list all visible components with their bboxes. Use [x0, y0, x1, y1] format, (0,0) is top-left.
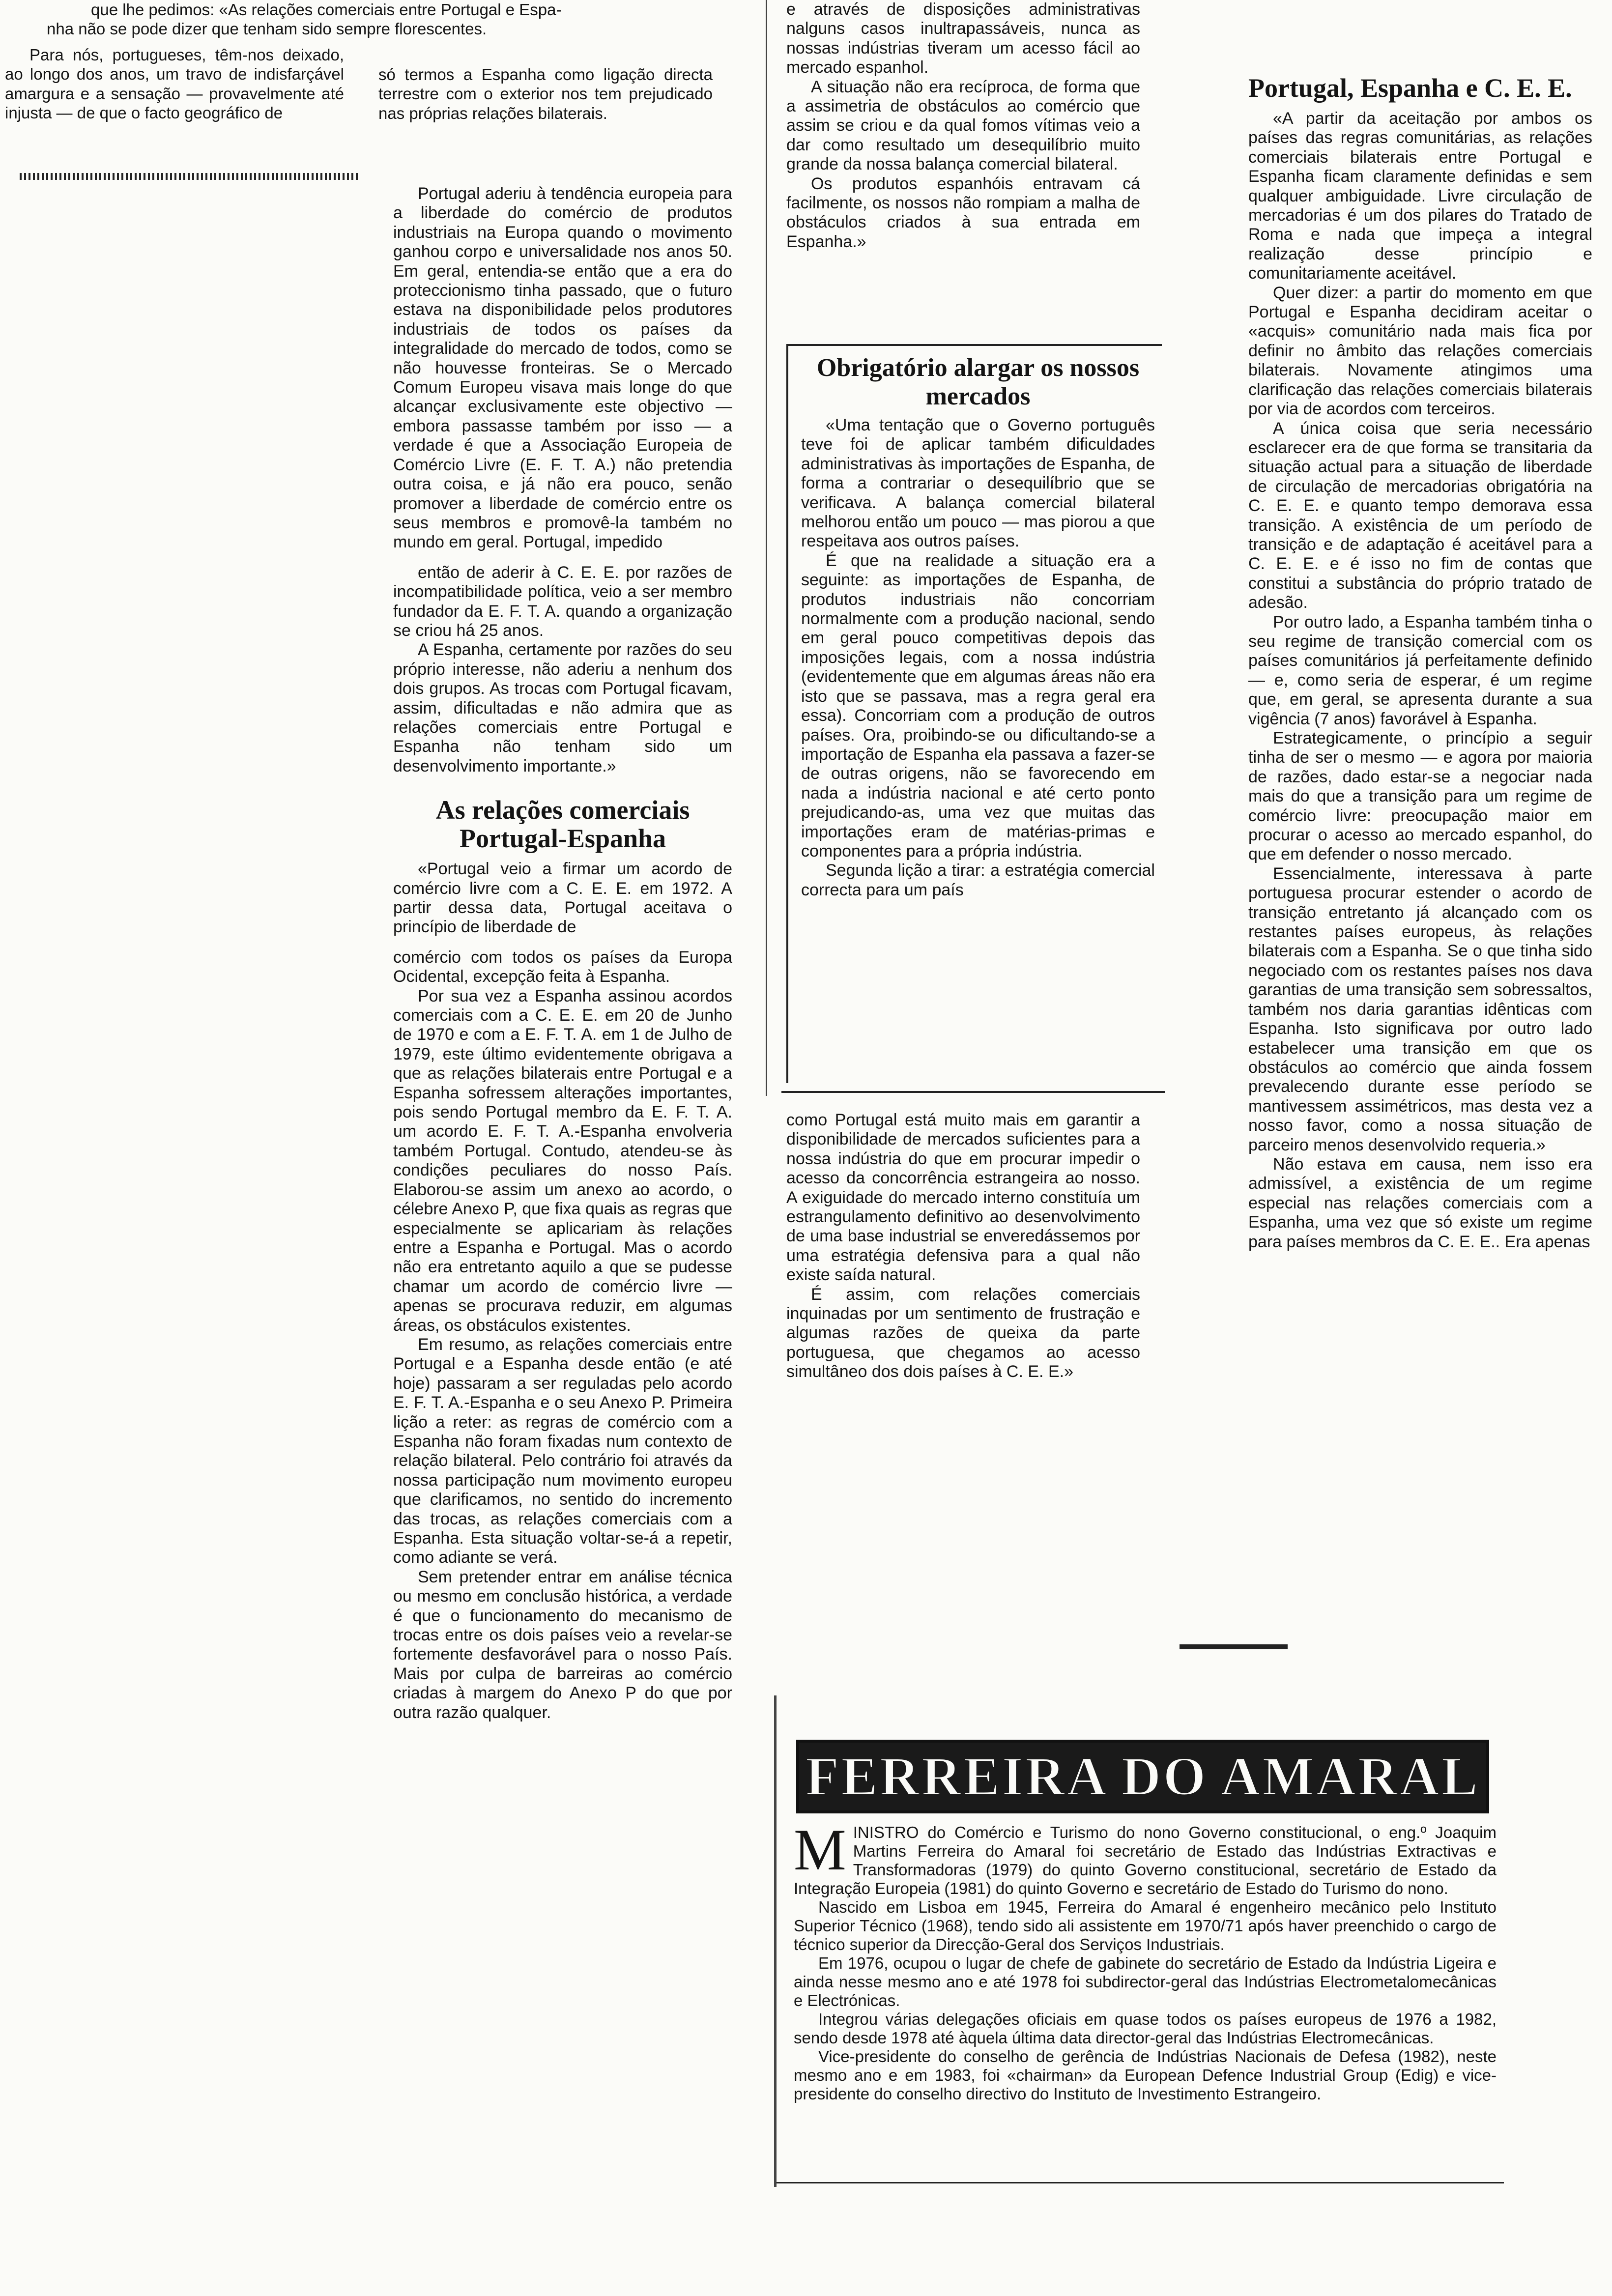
column-rule — [766, 0, 767, 1096]
col4-paragraph: Estrategicamente, o princípio a seguir tinha de ser o mesmo — e agora por maioria de razões, dado estar-se a negociar nada mais do que a transição para um regime de comércio livre: preocupação maior em procurar o acesso ao mercado espanhol, do que em defender o nosso mercado. — [1248, 729, 1597, 864]
column-2 — [393, 184, 737, 1722]
intro-column-b — [378, 65, 718, 123]
bio-paragraph — [794, 1817, 1497, 1898]
intro-line-1: que lhe pedimos: «As relações comerciais entre Portugal e Espa- — [91, 0, 562, 19]
column-3-box — [801, 354, 1160, 900]
intro-column-a — [5, 45, 349, 123]
col3-paragraph: Os produtos espanhóis entravam cá facilmente, os nossos não rompiam a malha de obstáculos criados à sua entrada em Espanha.» — [786, 174, 1145, 251]
col2-paragraph: Sem pretender entrar em análise técnica ou mesmo em conclusão histórica, a verdade é que o funcionamento do mecanismo de trocas entre os dois países veio a revelar-se fortemente desfavorável para o nosso País. Mais por culpa de barreiras ao comércio criadas à margem do Anexo P do que por outra razão qualquer. — [393, 1567, 737, 1722]
col3-paragraph: e através de disposições administrativas nalguns casos inultrapassáveis, nunca as nossas indústrias tiveram um acesso fácil ao mercado espanhol. — [786, 0, 1145, 77]
bio-paragraph: Em 1976, ocupou o lugar de chefe de gabinete do secretário de Estado da Indústria Ligeira e ainda nesse mesmo ano e até 1978 foi subdirector-geral das Indústrias Electrometalomecânicas e Electrónicas. — [794, 1954, 1497, 2009]
top-intro — [47, 0, 686, 39]
col2-paragraph: Portugal aderiu à tendência europeia para a liberdade do comércio de produtos industriais na Europa quando o movimento ganhou corpo e universalidade nos anos 50. Em geral, entendia-se então que a era do proteccionismo tinha passado, que o futuro estava na disponibilidade pelos produtores industriais de todos os países da integralidade do mercado de todos, como se não houvesse fronteiras. Se o Mercado Comum Europeu visava mais longe do que alcançar exclusivamente este objectivo — embora passasse também por isso — a verdade é que a Associação Europeia de Comércio Livre (E. F. T. A.) não pretendia outra coisa, e já não era pouco, senão promover a liberdade de comércio entre os seus membros e promovê-la também no mundo em geral. Portugal, impedido — [393, 184, 737, 552]
intro-paragraph-a: Para nós, portugueses, têm-nos deixado, ao longo dos anos, um travo de indisfarçável amargura e a sensação — provavelmente até injusta — de que o facto geográfico de — [5, 46, 349, 122]
col2-paragraph: A Espanha, certamente por razões do seu próprio interesse, não aderiu a nenhum dos dois grupos. As trocas com Portugal ficavam, assim, dificultadas e não admira que as relações comerciais entre Portugal e Espanha não tenham sido um desenvolvimento importante.» — [393, 640, 737, 775]
col2-paragraph: então de aderir à C. E. E. por razões de incompatibilidade política, veio a ser membro fundador da E. F. T. A. quando a organização se criou há 25 anos. — [393, 563, 737, 640]
box-left-rule — [774, 1695, 777, 2187]
section-divider — [20, 173, 359, 180]
col2-paragraph: Em resumo, as relações comerciais entre Portugal e a Espanha desde então (e até hoje) passaram a ser reguladas pelo acordo E. F. T. A.-Espanha e o seu Anexo P. Primeira lição a reter: as regras de comércio com a Espanha não foram fixadas num contexto de relação bilateral. Pelo contrário foi através da nossa participação num movimento europeu que clarificamos, no sentido do incremento das trocas, as relações comerciais com a Espanha. Esta situação voltar-se-á a repetir, como adiante se verá. — [393, 1335, 737, 1567]
col4-paragraph: «A partir da aceitação por ambos os países das regras comunitárias, as relações comerciais bilaterais entre Portugal e Espanha ficam claramente definidas e sem qualquer ambiguidade. Livre circulação de mercadorias é um dos pilares do Tratado de Roma e nada que impeça a integral realização desse princípio e comunitariamente aceitável. — [1248, 109, 1597, 283]
col3-paragraph: É que na realidade a situação era a seguinte: as importações de Espanha, de produtos industriais não concorriam normalmente com a produção nacional, sendo em geral pouco competitivas depois das imposições legais, com a nossa indústria (evidentemente que em algumas áreas não era isto que se passava, mas a regra geral era essa). Concorriam com a produção de outros países. Ora, proibindo-se ou dificultando-se a importação de Espanha ela passava a fazer-se de outras origens, não se favorecendo em nada a indústria nacional e até certo ponto prejudicando-as, uma vez que muitas das importações eram de matérias-primas e componentes para a própria indústria. — [801, 551, 1160, 861]
bio-banner-title: FERREIRA DO AMARAL — [805, 1746, 1480, 1807]
intro-paragraph-b: só termos a Espanha como ligação directa terrestre com o exterior nos tem prejudicado nas próprias relações bilaterais. — [378, 65, 718, 122]
col2-paragraph: comércio com todos os países da Europa Ocidental, excepção feita à Espanha. — [393, 947, 737, 986]
col2-paragraph: Por sua vez a Espanha assinou acordos comerciais com a C. E. E. em 20 de Junho de 1970 e com a E. F. T. A. em 1 de Julho de 1979, este último evidentemente obrigava a que as relações bilaterais entre Portugal e a Espanha sofressem alterações importantes, pois sendo Portugal membro da E. F. T. A. um acordo E. F. T. A.-Espanha envolveria também Portugal. Contudo, atendeu-se às condições peculiares do nosso País. Elaborou-se assim um anexo ao acordo, o célebre Anexo P, que fixa quais as regras que especialmente se aplicariam às relações entre a Espanha e Portugal. Mas o acordo não era entretanto aquilo a que se pudesse chamar um acordo de comércio livre — apenas se procurava reduzir, em algumas áreas, os obstáculos existentes. — [393, 986, 737, 1335]
bio-bottom-rule — [777, 2182, 1504, 2183]
col3-paragraph: «Uma tentação que o Governo português teve foi de aplicar também dificuldades administrativas às importações de Espanha, de forma a contrariar o desequilíbrio que se verificava. A balança comercial bilateral melhorou então um pouco — mas piorou a que respeitava aos outros países. — [801, 416, 1160, 551]
col4-paragraph: Por outro lado, a Espanha também tinha o seu regime de transição comercial com os países comunitários já perfeitamente definido — e, como seria de esperar, é um regime que, em geral, se apresenta durante a sua vigência (7 anos) favorável à Espanha. — [1248, 612, 1597, 728]
dropcap: M — [794, 1817, 846, 1882]
col4-paragraph: Essencialmente, interessava à parte portuguesa procurar estender o acordo de transição entretanto já alcançado com os restantes países europeus, às relações bilaterais com a Espanha. Se o que tinha sido negociado com os restantes países nos dava garantias de uma transição sem sobressaltos, também nos daria garantias idênticas com Espanha. Isto significava por outro lado estabelecer uma transição em que os obstáculos ao comércio que ainda fossem prevalecendo durante esse período se mantivessem assimétricos, mas desta vez a nosso favor, como a nossa situação de parceiro menos desenvolvido requeria.» — [1248, 864, 1597, 1154]
box-bottom-rule — [781, 1091, 1165, 1093]
heading-relacoes-comerciais: As relações comerciais Portugal-Espanha — [435, 795, 690, 854]
col4-paragraph: A única coisa que seria necessário esclarecer era de que forma se transitaria da situação actual para a situação de liberdade de circulação de mercadorias obrigatória na C. E. E. e quanto tempo demorava essa transição. A existência de um período de transição e de adaptação é aceitável para a C. E. E. e é isso no fim de contas que constitui a substância do próprio tratado de adesão. — [1248, 419, 1597, 612]
bio-paragraph-text: INISTRO do Comércio e Turismo do nono Governo constitucional, o eng.º Joaquim Martins Ferreira do Amaral foi secretário de Estado das Indústrias Extractivas e Transformadoras (1979) do quinto Governo constitucional, secretário de Estado da Integração Europeia (1981) do quinto Governo e secretário de Estado do Turismo do nono. — [794, 1823, 1497, 1897]
heading-obrigatorio: Obrigatório alargar os nossos mercados — [816, 354, 1140, 410]
column-4 — [1248, 73, 1597, 1252]
bio-text — [794, 1817, 1497, 2103]
bio-banner — [796, 1740, 1489, 1813]
col3-paragraph: A situação não era recíproca, de forma que a assimetria de obstáculos ao comércio que assim se criou e da qual fomos vítimas veio a dar como resultado um desequilíbrio muito grande da nossa balança comercial bilateral. — [786, 77, 1145, 174]
column-3 — [786, 0, 1145, 252]
bio-paragraph: Integrou várias delegações oficiais em quase todos os países europeus de 1976 a 1982, sendo desde 1978 até àquela última data director-geral das Indústrias Electromecânicas. — [794, 2010, 1497, 2047]
col4-paragraph: Não estava em causa, nem isso era admissível, a existência de um regime especial nas relações comerciais com a Espanha, uma vez que só existe um regime para países membros da C. E. E.. Era apenas — [1248, 1154, 1597, 1251]
col3-paragraph: É assim, com relações comerciais inquinadas por um sentimento de frustração e algumas razões de queixa da parte portuguesa, que chegamos ao acesso simultâneo dos dois países à C. E. E.» — [786, 1285, 1145, 1381]
bio-paragraph: Nascido em Lisboa em 1945, Ferreira do Amaral é engenheiro mecânico pelo Instituto Superior Técnico (1968), tendo sido ali assistente em 1970/71 após haver preenchido o cargo de técnico superior da Direcção-Geral dos Serviços Industriais. — [794, 1898, 1497, 1953]
col3-paragraph: Segunda lição a tirar: a estratégia comercial correcta para um país — [801, 861, 1160, 899]
col3-paragraph: como Portugal está muito mais em garantir a disponibilidade de mercados suficientes para a nossa indústria do que em procurar impedir o acesso da concorrência estrangeira ao nosso. A exiguidade do mercado interno constituía um estrangulamento definitivo ao desenvolvimento de uma base industrial se enveredássemos por uma estratégia defensiva para a qual não existe saída natural. — [786, 1111, 1145, 1285]
intro-line-2: nha não se pode dizer que tenham sido sempre florescentes. — [47, 20, 487, 38]
box-top-rule — [1180, 1644, 1288, 1649]
col4-paragraph: Quer dizer: a partir do momento em que Portugal e Espanha decidiram aceitar o «acquis» comunitário nada mais fica por definir no âmbito das relações comerciais bilaterais. Novamente atingimos uma clarificação das relações comerciais bilaterais por via de acordos com terceiros. — [1248, 283, 1597, 419]
heading-portugal-espanha-cee: Portugal, Espanha e C. E. E. — [1248, 73, 1572, 103]
column-3-continued — [786, 1111, 1145, 1382]
bio-paragraph: Vice-presidente do conselho de gerência de Indústrias Nacionais de Defesa (1982), neste mesmo ano e em 1983, foi «chairman» da European Defence Industrial Group (Edig) e vice-presidente do conselho directivo do Instituto de Investimento Estrangeiro. — [794, 2047, 1497, 2103]
col2-paragraph: «Portugal veio a firmar um acordo de comércio livre com a C. E. E. em 1972. A partir dessa data, Portugal aceitava o princípio de liberdade de — [393, 860, 737, 937]
